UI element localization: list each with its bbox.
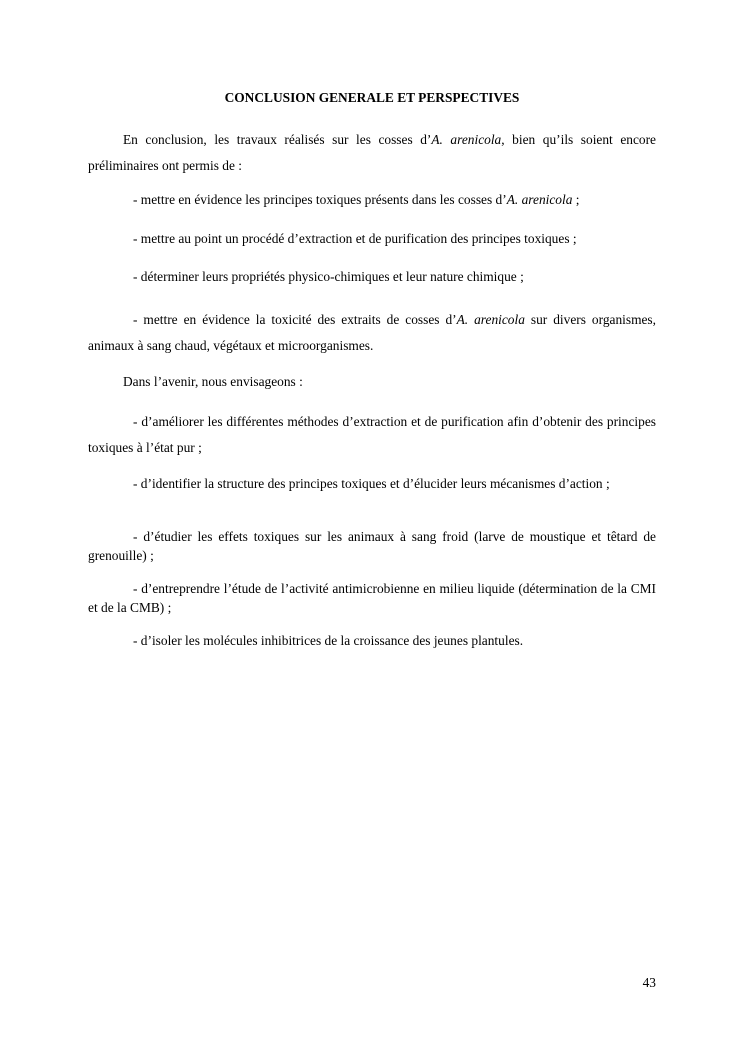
conclusion-item-1-start: - mettre en évidence les principes toxiques présents dans les cosses d’	[133, 192, 507, 207]
perspective-item: - d’améliorer les différentes méthodes d’extraction et de purification afin d’obtenir des principes toxiques à l’état pur ;	[88, 414, 656, 455]
conclusion-item-1	[88, 191, 656, 209]
perspective-item: - d’entreprendre l’étude de l’activité antimicrobienne en milieu liquide (détermination de la CMI et de la CMB) ;	[88, 581, 656, 615]
perspectives-intro: Dans l’avenir, nous envisageons :	[123, 374, 303, 389]
conclusion-item-4	[88, 307, 656, 359]
perspective-item: - d’isoler les molécules inhibitrices de la croissance des jeunes plantules.	[133, 633, 524, 648]
conclusion-item-4-start: - mettre en évidence la toxicité des extraits de cosses d’	[133, 312, 457, 327]
species-name: A. arenicola	[456, 312, 525, 327]
conclusion-item-2: - mettre au point un procédé d’extraction et de purification des principes toxiques ;	[133, 231, 577, 246]
perspective-item: - d’identifier la structure des principes toxiques et d’élucider leurs mécanismes d’action ;	[133, 476, 610, 491]
intro-paragraph	[88, 127, 656, 179]
intro-text-start: En conclusion, les travaux réalisés sur les cosses d’	[123, 132, 432, 147]
conclusion-item-3: - déterminer leurs propriétés physico-chimiques et leur nature chimique ;	[133, 269, 524, 284]
page-number: 43	[642, 975, 656, 990]
species-name: A. arenicola	[431, 132, 502, 147]
conclusion-item-1-end: ;	[572, 192, 580, 207]
perspective-item: - d’étudier les effets toxiques sur les animaux à sang froid (larve de moustique et têtard de grenouille) ;	[88, 529, 656, 563]
species-name: A. arenicola	[506, 192, 573, 207]
conclusion-item-4-end: sur divers organismes, animaux à sang chaud, végétaux et microorganismes.	[88, 312, 656, 353]
page-title: CONCLUSION GENERALE ET PERSPECTIVES	[224, 90, 520, 105]
intro-text-end: , bien qu’ils soient encore préliminaires ont permis de :	[88, 132, 656, 173]
